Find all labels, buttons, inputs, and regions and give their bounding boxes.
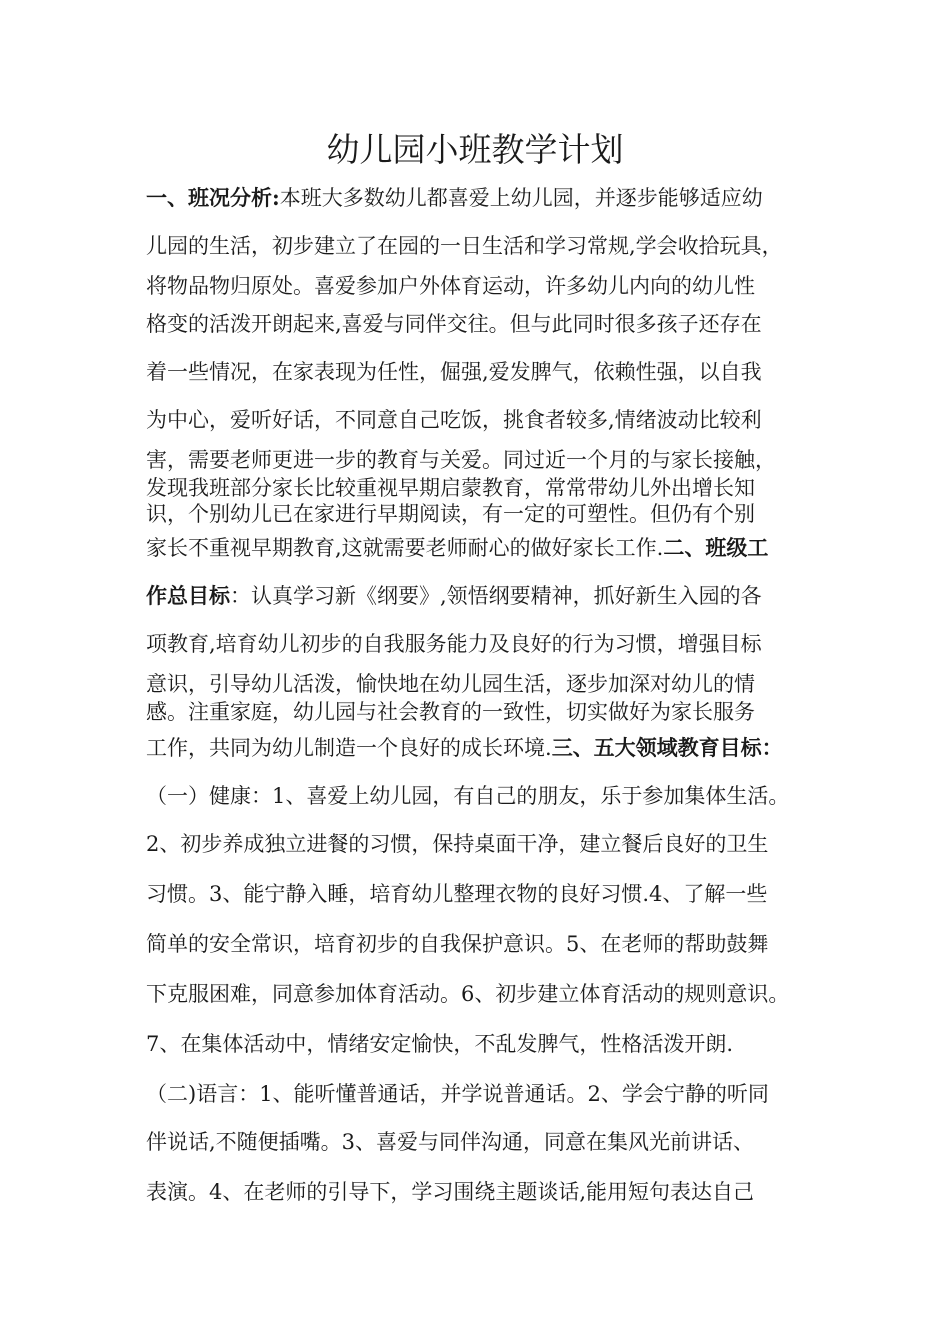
heading-segment: 二、班级工 [663, 535, 769, 560]
text-segment: 害，需要老师更进一步的教育与关爱。同过近一个月的与家长接触， [146, 448, 776, 472]
text-segment: 着一些情况，在家表现为任性，倔强,爱发脾气，依赖性强，以自我 [146, 360, 762, 384]
text-segment: ：认真学习新《纲要》,领悟纲要精神，抓好新生入园的各 [230, 584, 762, 608]
text-line [146, 582, 762, 610]
text-segment: 7、在集体活动中，情绪安定愉快，不乱发脾气，性格活泼开朗. [146, 1032, 734, 1056]
text-segment: 儿园的生活，初步建立了在园的一日生活和学习常规,学会收拾玩具， [146, 234, 783, 258]
text-segment: 为中心，爱听好话，不同意自己吃饭，挑食者较多,情绪波动比较利 [146, 408, 762, 432]
text-segment: （二)语言：1、能听懂普通话，并学说普通话。2、学会宁静的听同 [146, 1082, 769, 1106]
text-line [146, 630, 762, 658]
document-title: 幼儿园小班教学计划 [326, 130, 624, 169]
text-line [146, 782, 789, 810]
heading-segment: 作总目标 [146, 583, 230, 608]
heading-segment: 三、五大领域教育目标： [551, 735, 783, 760]
text-line [146, 1128, 754, 1156]
text-line [146, 534, 768, 562]
text-segment: 家长不重视早期教育,这就需要老师耐心的做好家长工作. [146, 536, 664, 560]
text-line [146, 406, 762, 434]
text-segment: 本班大多数幼儿都喜爱上幼儿园，并逐步能够适应幼 [279, 186, 763, 210]
text-line [146, 1080, 769, 1108]
text-line [146, 232, 783, 260]
text-segment: 下克服困难，同意参加体育活动。6、初步建立体育活动的规则意识。 [146, 982, 790, 1006]
text-line [146, 272, 755, 300]
text-line [146, 830, 768, 858]
text-line [146, 980, 789, 1008]
text-segment: 简单的安全常识，培育初步的自我保护意识。5、在老师的帮助鼓舞 [146, 932, 769, 956]
text-segment: 项教育,培育幼儿初步的自我服务能力及良好的行为习惯，增强目标 [146, 632, 762, 656]
text-segment: 表演。4、在老师的引导下，学习围绕主题谈话,能用短句表达自己 [146, 1180, 755, 1204]
text-line [146, 1178, 754, 1206]
text-line [146, 1030, 733, 1058]
text-line [146, 670, 755, 698]
heading-segment: 一、班况分析: [146, 185, 280, 210]
text-line [146, 880, 767, 908]
text-line [146, 310, 762, 338]
text-segment: （一）健康：1、喜爱上幼儿园，有自己的朋友，乐于参加集体生活。 [146, 784, 790, 808]
text-line [146, 930, 768, 958]
text-segment: 工作，共同为幼儿制造一个良好的成长环境. [146, 736, 552, 760]
text-segment: 2、初步养成独立进餐的习惯，保持桌面干净，建立餐后良好的卫生 [146, 832, 769, 856]
text-line [146, 446, 776, 474]
text-segment: 将物品物归原处。喜爱参加户外体育运动，许多幼儿内向的幼儿性 [146, 274, 755, 298]
text-line [146, 184, 763, 212]
text-segment: 格变的活泼开朗起来,喜爱与同伴交往。但与此同时很多孩子还存在 [146, 312, 762, 336]
text-line [146, 698, 755, 726]
text-segment: 习惯。3、能宁静入睡，培育幼儿整理衣物的良好习惯.4、了解一些 [146, 882, 768, 906]
text-segment: 伴说话,不随便插嘴。3、喜爱与同伴沟通，同意在集风光前讲话、 [146, 1130, 755, 1154]
text-line [146, 500, 755, 528]
text-segment: 发现我班部分家长比较重视早期启蒙教育，常常带幼儿外出增长知 [146, 476, 755, 500]
text-segment: 感。注重家庭，幼儿园与社会教育的一致性，切实做好为家长服务 [146, 700, 755, 724]
text-segment: 意识，引导幼儿活泼，愉快地在幼儿园生活，逐步加深对幼儿的情 [146, 672, 755, 696]
text-segment: 识，个别幼儿已在家进行早期阅读，有一定的可塑性。但仍有个别 [146, 502, 755, 526]
text-line [146, 734, 783, 762]
text-line [146, 474, 755, 502]
text-line [146, 358, 762, 386]
